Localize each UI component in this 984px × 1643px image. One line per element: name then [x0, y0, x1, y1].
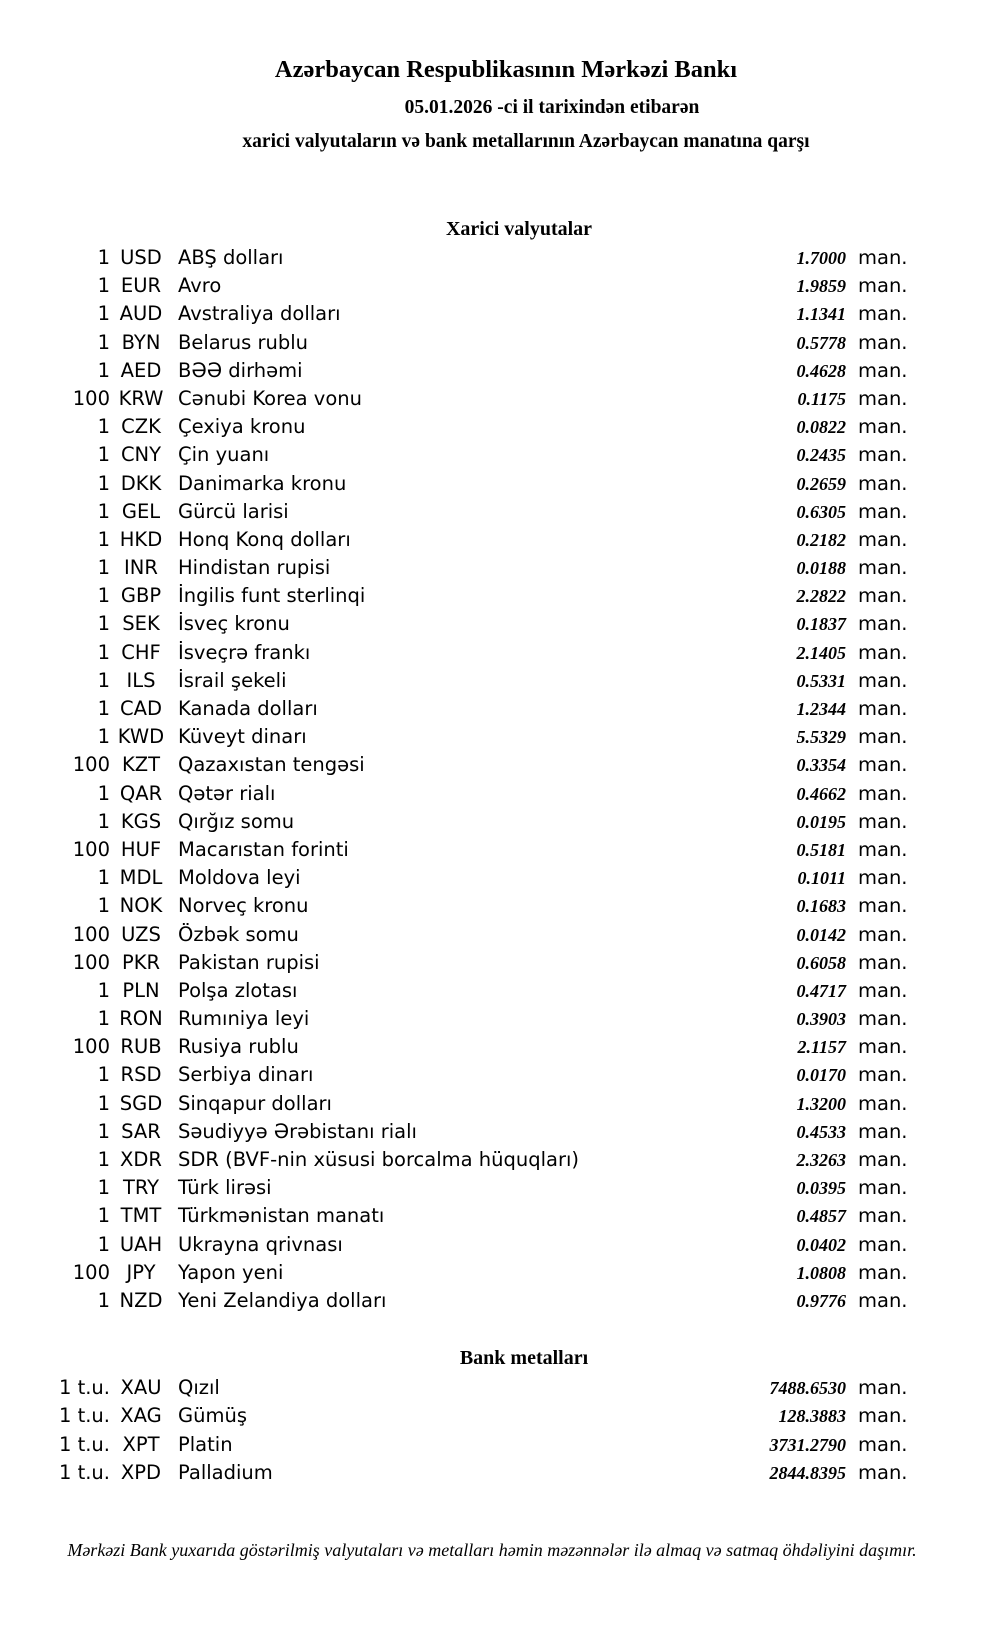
currency-code: BYN: [121, 330, 161, 354]
table-row: [0, 723, 984, 751]
currency-name: Belarus rublu: [178, 330, 309, 354]
unit-label: man.: [858, 1432, 908, 1456]
quantity: 100: [72, 1035, 110, 1059]
currency-name: Moldova leyi: [178, 866, 301, 890]
quantity: 1: [97, 415, 110, 439]
unit-label: man.: [858, 358, 908, 382]
table-row: [0, 300, 984, 328]
rate-value: 0.5331: [796, 670, 846, 691]
currency-code: UZS: [121, 922, 161, 946]
currency-name: Gürcü larisi: [178, 499, 289, 523]
unit-label: man.: [858, 978, 908, 1002]
quantity: 1 t.u.: [58, 1460, 110, 1484]
quantity: 1 t.u.: [58, 1432, 110, 1456]
unit-label: man.: [858, 781, 908, 805]
rate-value: 128.3883: [778, 1406, 846, 1427]
rate-value: 0.4533: [796, 1121, 846, 1142]
unit-label: man.: [858, 1404, 908, 1428]
metal-name: Qızıl: [178, 1376, 220, 1400]
effective-date: 05.01.2026 -ci il tarixindən etibarən: [404, 97, 700, 118]
table-row: [0, 808, 984, 836]
unit-label: man.: [858, 330, 908, 354]
table-row: [0, 329, 984, 357]
rate-value: 0.0402: [796, 1234, 846, 1255]
currency-code: PLN: [122, 978, 160, 1002]
quantity: 1 t.u.: [58, 1376, 110, 1400]
unit-label: man.: [858, 443, 908, 467]
currency-name: Avro: [178, 274, 222, 298]
unit-label: man.: [858, 1091, 908, 1115]
currency-code: HKD: [119, 527, 163, 551]
quantity: 1: [97, 499, 110, 523]
currency-name: Polşa zlotası: [178, 978, 298, 1002]
table-row: [0, 836, 984, 864]
quantity: 1: [97, 1091, 110, 1115]
table-row: [0, 1033, 984, 1061]
metals-section: [0, 1346, 984, 1487]
metal-code: XPD: [120, 1460, 162, 1484]
currency-code: CHF: [121, 640, 161, 664]
unit-label: man.: [858, 809, 908, 833]
unit-label: man.: [858, 1176, 908, 1200]
rate-value: 0.2659: [796, 473, 846, 494]
currency-name: İsveç kronu: [178, 612, 290, 636]
unit-label: man.: [858, 471, 908, 495]
metal-name: Platin: [178, 1432, 233, 1456]
metal-name: Gümüş: [178, 1404, 247, 1428]
currency-name: Rumıniya leyi: [178, 1007, 310, 1031]
currency-name: Özbək somu: [178, 922, 299, 946]
rate-value: 1.9859: [796, 276, 846, 297]
table-row: [0, 554, 984, 582]
quantity: 1: [97, 527, 110, 551]
metals-section-title: Bank metalları: [459, 1347, 589, 1370]
currency-code: EUR: [120, 274, 162, 298]
quantity: 1: [97, 1119, 110, 1143]
table-row: [0, 526, 984, 554]
unit-label: man.: [858, 1460, 908, 1484]
currency-code: ILS: [126, 668, 156, 692]
currency-code: CNY: [120, 443, 162, 467]
currency-name: Ukrayna qrivnası: [178, 1232, 343, 1256]
table-row: [0, 441, 984, 469]
rate-value: 0.5181: [796, 839, 846, 860]
unit-label: man.: [858, 1063, 908, 1087]
currency-code: TRY: [122, 1176, 160, 1200]
rate-value: 0.2182: [796, 529, 846, 550]
currency-name: Yeni Zelandiya dolları: [178, 1288, 387, 1312]
table-row: [0, 780, 984, 808]
rate-value: 1.0808: [796, 1262, 846, 1283]
unit-label: man.: [858, 922, 908, 946]
currency-code: SGD: [119, 1091, 163, 1115]
rate-value: 0.1175: [797, 388, 846, 409]
currencies-section: [0, 217, 984, 1315]
rate-value: 0.1683: [796, 896, 846, 917]
currency-name: Sinqapur dolları: [178, 1091, 332, 1115]
quantity: 1: [97, 1148, 110, 1171]
currency-code: GBP: [120, 584, 162, 608]
currency-name: Norveç kronu: [178, 894, 309, 918]
page-footer: [0, 1538, 984, 1562]
unit-label: man.: [858, 1035, 908, 1059]
quantity: 1: [97, 1007, 110, 1031]
unit-label: man.: [858, 1148, 908, 1171]
currency-code: UAH: [119, 1232, 163, 1256]
table-row: [0, 1146, 984, 1174]
table-row: [0, 610, 984, 638]
rate-value: 2.1157: [797, 1037, 846, 1058]
unit-label: man.: [858, 527, 908, 551]
currency-name: Macarıstan forinti: [178, 837, 349, 861]
currency-name: Qazaxıstan tengəsi: [178, 753, 365, 777]
table-row: [0, 1287, 984, 1315]
unit-label: man.: [858, 556, 908, 580]
currency-code: XDR: [120, 1148, 162, 1171]
currency-code: PKR: [121, 950, 161, 974]
currency-name: Serbiya dinarı: [178, 1063, 314, 1087]
unit-label: man.: [858, 950, 908, 974]
quantity: 1: [97, 1176, 110, 1200]
table-row: [0, 244, 984, 272]
currency-name: İngilis funt sterlinqi: [178, 584, 366, 608]
unit-label: man.: [858, 1232, 908, 1256]
quantity: 1: [97, 894, 110, 918]
rate-value: 5.5329: [796, 727, 846, 748]
currency-code: RSD: [120, 1063, 162, 1087]
table-row: [0, 470, 984, 498]
metal-code: XAG: [120, 1404, 162, 1428]
currency-name: Türkmənistan manatı: [178, 1204, 385, 1228]
table-row: [0, 751, 984, 779]
table-row: [0, 1005, 984, 1033]
quantity: 1: [97, 358, 110, 382]
quantity: 1 t.u.: [58, 1404, 110, 1428]
currency-code: KGS: [120, 809, 162, 833]
metal-code: XAU: [120, 1376, 162, 1400]
currency-name: Honq Konq dolları: [178, 527, 351, 551]
currencies-section-title: Xarici valyutalar: [445, 218, 593, 240]
quantity: 1: [97, 697, 110, 720]
unit-label: man.: [858, 415, 908, 439]
rate-value: 0.5778: [796, 332, 846, 353]
unit-label: man.: [858, 640, 908, 664]
rate-value: 2.1405: [796, 642, 846, 663]
table-row: [0, 1374, 984, 1402]
rate-value: 1.7000: [796, 248, 846, 268]
rate-value: 0.0822: [796, 417, 846, 438]
quantity: 1: [97, 471, 110, 495]
table-row: [0, 582, 984, 610]
currency-name: Cənubi Korea vonu: [178, 386, 362, 410]
quantity: 100: [72, 922, 110, 946]
table-row: [0, 1431, 984, 1459]
unit-label: man.: [858, 668, 908, 692]
unit-label: man.: [858, 1007, 908, 1031]
rate-value: 0.6058: [796, 952, 846, 973]
exchange-rates-page: [0, 57, 984, 1643]
unit-label: man.: [858, 866, 908, 890]
currency-code: RUB: [120, 1035, 162, 1059]
rate-value: 0.0188: [796, 558, 846, 579]
quantity: 1: [97, 1232, 110, 1256]
currency-code: GEL: [121, 499, 161, 523]
currency-code: KWD: [117, 725, 165, 749]
rate-value: 7488.6530: [769, 1378, 846, 1399]
quantity: 1: [97, 274, 110, 298]
table-row: [0, 498, 984, 526]
metal-name: Palladium: [178, 1460, 273, 1484]
table-row: [0, 639, 984, 667]
currency-name: Danimarka kronu: [178, 471, 347, 495]
unit-label: man.: [858, 894, 908, 918]
currency-name: BƏƏ dirhəmi: [178, 358, 303, 382]
currency-name: Türk lirəsi: [178, 1176, 272, 1200]
unit-label: man.: [858, 612, 908, 636]
quantity: 100: [72, 753, 110, 777]
unit-label: man.: [858, 1260, 908, 1284]
currency-code: RON: [119, 1007, 163, 1031]
rate-value: 2.3263: [796, 1150, 846, 1170]
unit-label: man.: [858, 386, 908, 410]
rate-value: 2844.8395: [769, 1462, 846, 1483]
currency-code: KZT: [121, 753, 161, 777]
table-row: [0, 695, 984, 723]
table-row: [0, 977, 984, 1005]
rate-value: 0.4662: [796, 783, 846, 804]
table-row: [0, 949, 984, 977]
currency-code: NZD: [119, 1288, 163, 1312]
rate-value: 0.9776: [796, 1290, 846, 1311]
quantity: 1: [97, 640, 110, 664]
disclaimer: Mərkəzi Bank yuxarıda göstərilmiş valyutaları və metalları həmin məzənnələr ilə almaq və satmaq öhdəliyini daşımır.: [67, 1539, 917, 1560]
page-subtitle: xarici valyutaların və bank metallarının Azərbaycan manatına qarşı: [242, 131, 810, 152]
rate-value: 0.4857: [796, 1206, 846, 1227]
quantity: 1: [97, 246, 110, 269]
quantity: 100: [72, 837, 110, 861]
table-row: [0, 272, 984, 300]
rate-value: 1.3200: [796, 1093, 846, 1114]
quantity: 100: [72, 1260, 110, 1284]
table-row: [0, 1402, 984, 1430]
unit-label: man.: [858, 499, 908, 523]
table-row: [0, 1259, 984, 1287]
currency-name: ABŞ dolları: [178, 246, 284, 269]
currency-code: INR: [124, 556, 158, 580]
rate-value: 0.3903: [796, 1009, 846, 1030]
currency-name: İsrail şekeli: [178, 668, 287, 692]
quantity: 1: [97, 978, 110, 1002]
quantity: 1: [97, 1063, 110, 1087]
quantity: 1: [97, 781, 110, 805]
quantity: 1: [97, 809, 110, 833]
currency-code: USD: [120, 246, 162, 269]
table-row: [0, 413, 984, 441]
unit-label: man.: [858, 246, 908, 269]
currency-code: NOK: [119, 894, 163, 918]
quantity: 1: [97, 330, 110, 354]
currency-code: AUD: [119, 302, 163, 326]
currency-name: İsveçrə frankı: [178, 640, 311, 664]
currency-name: Hindistan rupisi: [178, 556, 331, 580]
rate-value: 1.1341: [796, 304, 846, 325]
quantity: 1: [97, 668, 110, 692]
currency-name: Rusiya rublu: [178, 1035, 299, 1059]
rate-value: 0.0195: [796, 811, 846, 832]
unit-label: man.: [858, 274, 908, 298]
currency-name: SDR (BVF-nin xüsusi borcalma hüquqları): [178, 1148, 580, 1171]
currency-name: Qırğız somu: [178, 809, 295, 833]
table-row: [0, 1231, 984, 1259]
quantity: 1: [97, 1288, 110, 1312]
currency-name: Çin yuanı: [178, 443, 270, 467]
table-row: [0, 1174, 984, 1202]
currency-name: Yapon yeni: [178, 1260, 284, 1284]
table-row: [0, 667, 984, 695]
currency-code: AED: [120, 358, 162, 382]
rate-value: 0.1011: [797, 868, 846, 889]
unit-label: man.: [858, 1376, 908, 1400]
currency-code: CAD: [120, 697, 162, 720]
quantity: 1: [97, 556, 110, 580]
quantity: 1: [97, 584, 110, 608]
unit-label: man.: [858, 697, 908, 720]
quantity: 1: [97, 302, 110, 326]
rate-value: 0.0142: [796, 924, 846, 945]
rate-value: 0.4628: [796, 360, 846, 381]
quantity: 1: [97, 612, 110, 636]
currencies-table: [0, 244, 984, 1315]
metals-table: [0, 1374, 984, 1487]
quantity: 1: [97, 1204, 110, 1228]
rate-value: 0.4717: [796, 980, 846, 1001]
page-title: Azərbaycan Respublikasının Mərkəzi Bankı: [274, 56, 738, 83]
currency-code: KRW: [118, 386, 164, 410]
currency-name: Kanada dolları: [178, 697, 318, 720]
unit-label: man.: [858, 725, 908, 749]
currency-name: Çexiya kronu: [178, 415, 306, 439]
currency-code: SAR: [121, 1119, 161, 1143]
table-row: [0, 1118, 984, 1146]
table-row: [0, 1202, 984, 1230]
quantity: 1: [97, 443, 110, 467]
rate-value: 0.0170: [796, 1065, 846, 1086]
rate-value: 1.2344: [796, 699, 846, 719]
currency-name: Qətər rialı: [178, 781, 276, 805]
rate-value: 2.2822: [796, 586, 846, 607]
rate-value: 0.1837: [796, 614, 846, 635]
rate-value: 0.3354: [796, 755, 846, 776]
table-row: [0, 357, 984, 385]
currency-code: MDL: [119, 866, 163, 890]
table-row: [0, 864, 984, 892]
table-row: [0, 921, 984, 949]
unit-label: man.: [858, 1288, 908, 1312]
table-row: [0, 1459, 984, 1487]
unit-label: man.: [858, 1204, 908, 1228]
currency-code: TMT: [120, 1204, 162, 1228]
currency-name: Səudiyyə Ərəbistanı rialı: [178, 1119, 417, 1143]
quantity: 100: [72, 950, 110, 974]
unit-label: man.: [858, 837, 908, 861]
table-row: [0, 892, 984, 920]
rate-value: 0.2435: [796, 445, 846, 466]
unit-label: man.: [858, 753, 908, 777]
quantity: 1: [97, 725, 110, 749]
currency-code: HUF: [120, 837, 162, 861]
currency-code: SEK: [122, 612, 160, 636]
rate-value: 0.6305: [796, 501, 846, 522]
quantity: 100: [72, 386, 110, 410]
currency-code: JPY: [126, 1260, 156, 1284]
rate-value: 3731.2790: [769, 1434, 846, 1455]
unit-label: man.: [858, 1119, 908, 1143]
metal-code: XPT: [122, 1432, 160, 1456]
currency-code: CZK: [121, 415, 161, 439]
rate-value: 0.0395: [796, 1178, 846, 1199]
currency-name: Küveyt dinarı: [178, 725, 307, 749]
currency-name: Pakistan rupisi: [178, 950, 320, 974]
currency-code: DKK: [120, 471, 162, 495]
unit-label: man.: [858, 584, 908, 608]
table-row: [0, 1061, 984, 1089]
currency-name: Avstraliya dolları: [178, 302, 341, 326]
table-row: [0, 385, 984, 413]
currency-code: QAR: [119, 781, 163, 805]
quantity: 1: [97, 866, 110, 890]
table-row: [0, 1090, 984, 1118]
unit-label: man.: [858, 302, 908, 326]
